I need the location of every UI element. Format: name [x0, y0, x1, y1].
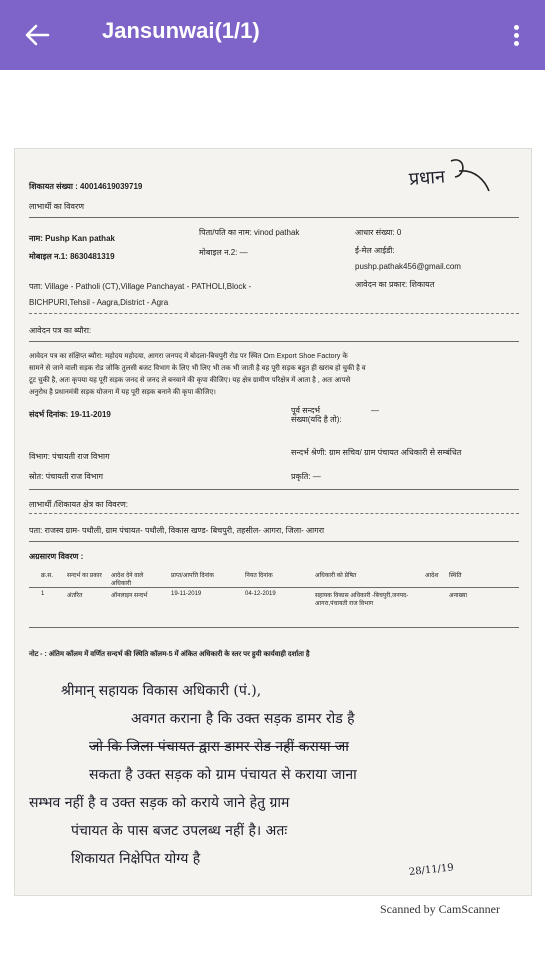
previous-reference-label: पूर्व सन्दर्भ संख्या(यदि है तो): [291, 406, 342, 424]
handwritten-line-7: शिकायत निक्षेपित योग्य है [71, 851, 201, 867]
father-name: पिता/पति का नाम: vinod pathak [199, 228, 300, 237]
location-heading: लाभार्थी /शिकायत क्षेत्र का विवरण: [29, 500, 129, 509]
previous-reference-value: — [371, 406, 379, 415]
divider [29, 541, 519, 542]
divider [29, 587, 519, 588]
scanner-watermark: Scanned by CamScanner [380, 902, 500, 916]
divider [29, 313, 519, 314]
handwritten-line-6: पंचायत के पास बजट उपलब्ध नहीं है। अतः [71, 823, 288, 839]
table-header-cell: सन्दर्भ का प्रकार [67, 573, 102, 579]
handwritten-signature-date: 28/11/19 [408, 862, 455, 878]
table-cell: अनाख्या [449, 593, 468, 599]
handwritten-line-4: सकता है उक्त सड़क को ग्राम पंचायत से कराया जाना [89, 767, 357, 783]
department: विभाग: पंचायती राज विभाग [29, 452, 110, 461]
handwritten-line-3: जो कि जिला पंचायत द्वारा डामर रोड नहीं कराया जा [89, 739, 349, 755]
table-cell: सहायक विकास अधिकारी -बिचपुरी,जनपद-आगरा,पंचायती राज विभाग [315, 593, 409, 607]
status-heading: अग्रसारण विवरण : [29, 552, 84, 561]
scanned-document [14, 148, 532, 896]
arrow-left-icon[interactable] [22, 20, 52, 50]
forwarding-table [37, 569, 481, 609]
application-heading: आवेदन पत्र का ब्यौरा: [29, 326, 92, 335]
reference-date: संदर्भ दिनांक: 19-11-2019 [29, 410, 111, 419]
table-header-cell: अधिकारी को प्रेषित [315, 573, 357, 579]
table-header-cell: स्थिति [449, 573, 462, 579]
application-type: आवेदन का प्रकार: शिकायत [355, 280, 435, 289]
source: स्रोत: पंचायती राज विभाग [29, 472, 103, 481]
app-bar [0, 0, 545, 70]
table-header-cell: क्र.स. [41, 573, 53, 579]
email-label: ई-मेल आईडी: [355, 246, 395, 255]
summary-line-1: आवेदन पत्र का संक्षिप्त ब्यौरा: महोदय महोदया, आगरा जनपद में बोदला-बिचपुरी रोड पर स्थित Om Export Shoe Factory के [29, 353, 348, 360]
table-cell: अंतरित [67, 593, 83, 599]
table-header-cell: नियत दिनांक [245, 573, 273, 579]
table-header-cell: आदेश [425, 573, 439, 579]
divider [29, 489, 519, 490]
beneficiary-name: नाम: Pushp Kan pathak [29, 234, 115, 243]
summary-line-3: टूट चुकी है, अतः कृपया यह पूरी सड़क जनद से जनद ले बनवाने की कृपा कीजिए। यह क्षेत्र ग्रामीण परिक्षेत्र में आता है , अतः आपसे [29, 377, 351, 384]
page-title: Jansunwai(1/1) [102, 18, 260, 43]
address-line-1: पता: Village - Patholi (CT),Village Panchayat - PATHOLI,Block - [29, 282, 252, 291]
divider [29, 341, 519, 342]
handwritten-line-2: अवगत कराना है कि उक्त सड़क डामर रोड है [131, 711, 355, 727]
complaint-number: शिकायत संख्या : 40014619039719 [29, 182, 143, 191]
table-row [37, 589, 481, 609]
nature: प्रकृति: — [291, 472, 321, 481]
address-line-2: BICHPURI,Tehsil - Aagra,District - Agra [29, 298, 169, 307]
reference-category: सन्दर्भ श्रेणी: ग्राम सचिव/ ग्राम पंचायत अधिकारी से सम्बंधित [291, 448, 462, 457]
table-cell [421, 589, 445, 609]
email-value: pushp.pathak456@gmail.com [355, 262, 461, 271]
handwritten-line-1: श्रीमान् सहायक विकास अधिकारी (पं.), [61, 683, 262, 699]
signature-flourish [445, 157, 495, 197]
more-vert-icon[interactable] [504, 22, 528, 52]
table-header-cell: आदेश देने वाले अधिकारी [111, 573, 144, 587]
table-cell: ऑनलाइन सन्दर्भ [111, 593, 148, 599]
mobile-1: मोबाइल न.1: 8630481319 [29, 252, 115, 261]
mobile-2: मोबाइल न.2: — [199, 248, 248, 257]
table-header-row [37, 569, 481, 589]
location-address: पता: राजस्व ग्राम- पथौली, ग्राम पंचायत- पथौली, विकास खण्ड- बिचपुरी, तहसील- आगरा, जिला- आगरा [29, 526, 325, 535]
table-cell: 19-11-2019 [171, 591, 202, 597]
table-cell: 1 [41, 591, 45, 597]
summary-line-4: अनुरोध है प्रधानमंत्री सड़क योजना में यह पूरी सड़क बनाने की कृपा कीजिए। [29, 389, 216, 396]
aadhaar-number: आधार संख्या: 0 [355, 228, 402, 237]
divider [29, 513, 519, 514]
top-signature: प्रधान [408, 166, 446, 190]
table-header-cell: प्राप्त/आपत्ति दिनांक [171, 573, 215, 579]
divider [29, 627, 519, 628]
handwritten-line-5: सम्भव नहीं है व उक्त सड़क को कराये जाने हेतु ग्राम [29, 795, 290, 811]
divider [29, 217, 519, 218]
table-note: नोट - : अंतिम कॉलम में वर्णित सन्दर्भ की स्थिति कॉलम-5 में अंकित अधिकारी के स्तर पर हुयी कार्यवाही दर्शाता है [29, 651, 310, 658]
table-cell: 04-12-2019 [245, 591, 276, 597]
beneficiary-heading: लाभार्थी का विवरण [29, 202, 85, 211]
summary-line-2: सामने से जाने वाली सड़क रोड जोकि तुलसी बजट विभाग के लिए भी लिए भी तक भी जाती है वह पूरी सड़क बहुत ही खराब हो चुकी है व [29, 365, 366, 372]
